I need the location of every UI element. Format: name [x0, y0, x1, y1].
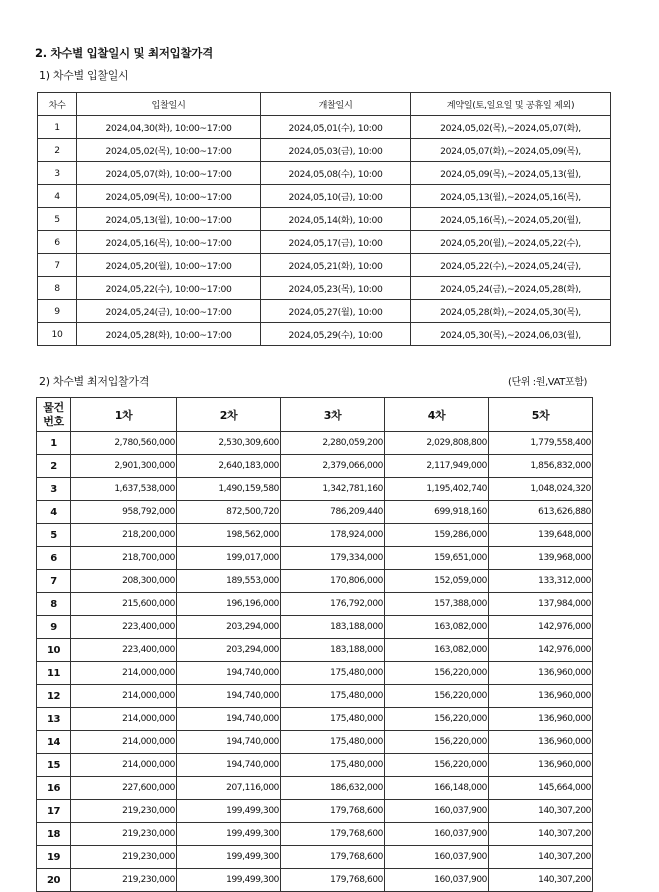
price-cell: 218,200,000	[71, 524, 177, 547]
price-cell: 140,307,200	[489, 869, 593, 892]
price-cell: 194,740,000	[177, 731, 281, 754]
table-cell: 2024,05,01(수), 10:00	[261, 116, 411, 139]
price-cell: 179,768,600	[281, 846, 385, 869]
price-cell: 137,984,000	[489, 593, 593, 616]
item-number: 8	[37, 593, 71, 616]
table-cell: 2024,05,02(목),~2024,05,07(화),	[411, 116, 611, 139]
table-row	[38, 231, 611, 254]
price-cell: 163,082,000	[385, 639, 489, 662]
table-cell: 3	[38, 162, 77, 185]
price-cell: 208,300,000	[71, 570, 177, 593]
price-cell: 157,388,000	[385, 593, 489, 616]
price-cell: 199,499,300	[177, 823, 281, 846]
price-cell: 1,342,781,160	[281, 478, 385, 501]
table-cell: 5	[38, 208, 77, 231]
table-row	[37, 478, 593, 501]
price-cell: 179,768,600	[281, 800, 385, 823]
price-cell: 199,499,300	[177, 800, 281, 823]
column-header: 1차	[71, 398, 177, 432]
price-cell: 218,700,000	[71, 547, 177, 570]
table-cell: 2024,04,30(화), 10:00~17:00	[77, 116, 261, 139]
price-cell: 203,294,000	[177, 616, 281, 639]
table-row	[38, 162, 611, 185]
unit-note: (단위 :원,VAT포함)	[508, 377, 588, 388]
table-row	[38, 277, 611, 300]
table-cell: 8	[38, 277, 77, 300]
price-cell: 194,740,000	[177, 754, 281, 777]
price-cell: 140,307,200	[489, 823, 593, 846]
item-number: 19	[37, 846, 71, 869]
table-row	[38, 300, 611, 323]
item-number: 10	[37, 639, 71, 662]
price-cell: 156,220,000	[385, 754, 489, 777]
price-cell: 156,220,000	[385, 662, 489, 685]
price-cell: 1,856,832,000	[489, 455, 593, 478]
price-cell: 136,960,000	[489, 685, 593, 708]
table-cell: 2024,05,14(화), 10:00	[261, 208, 411, 231]
table-cell: 2024,05,28(화), 10:00~17:00	[77, 323, 261, 346]
table-row	[37, 501, 593, 524]
price-cell: 183,188,000	[281, 639, 385, 662]
price-cell: 166,148,000	[385, 777, 489, 800]
item-number: 2	[37, 455, 71, 478]
price-cell: 2,530,309,600	[177, 432, 281, 455]
item-number: 6	[37, 547, 71, 570]
item-number: 12	[37, 685, 71, 708]
price-cell: 699,918,160	[385, 501, 489, 524]
table-row	[37, 708, 593, 731]
item-number: 5	[37, 524, 71, 547]
price-cell: 215,600,000	[71, 593, 177, 616]
price-cell: 2,780,560,000	[71, 432, 177, 455]
price-cell: 156,220,000	[385, 731, 489, 754]
price-cell: 179,334,000	[281, 547, 385, 570]
table-cell: 2024,05,09(목),~2024,05,13(월),	[411, 162, 611, 185]
table-row	[37, 639, 593, 662]
table-cell: 2024,05,07(화),~2024,05,09(목),	[411, 139, 611, 162]
price-cell: 2,379,066,000	[281, 455, 385, 478]
price-cell: 160,037,900	[385, 869, 489, 892]
table-cell: 2024,05,22(수), 10:00~17:00	[77, 277, 261, 300]
table-row	[37, 524, 593, 547]
item-number: 15	[37, 754, 71, 777]
price-cell: 199,499,300	[177, 869, 281, 892]
item-number: 16	[37, 777, 71, 800]
table-row	[38, 208, 611, 231]
table-cell: 2024,05,30(목),~2024,06,03(월),	[411, 323, 611, 346]
table-row	[37, 455, 593, 478]
price-cell: 199,017,000	[177, 547, 281, 570]
table-cell: 2024,05,02(목), 10:00~17:00	[77, 139, 261, 162]
table-cell: 2024,05,20(월), 10:00~17:00	[77, 254, 261, 277]
price-cell: 145,664,000	[489, 777, 593, 800]
table-cell: 2024,05,07(화), 10:00~17:00	[77, 162, 261, 185]
price-cell: 170,806,000	[281, 570, 385, 593]
price-cell: 136,960,000	[489, 731, 593, 754]
price-cell: 203,294,000	[177, 639, 281, 662]
price-cell: 219,230,000	[71, 846, 177, 869]
item-number: 18	[37, 823, 71, 846]
price-cell: 139,968,000	[489, 547, 593, 570]
table-cell: 2024,05,13(월),~2024,05,16(목),	[411, 185, 611, 208]
price-cell: 214,000,000	[71, 685, 177, 708]
price-cell: 214,000,000	[71, 731, 177, 754]
table-cell: 1	[38, 116, 77, 139]
price-cell: 160,037,900	[385, 800, 489, 823]
price-cell: 178,924,000	[281, 524, 385, 547]
table-row	[37, 685, 593, 708]
table-row	[37, 846, 593, 869]
price-cell: 160,037,900	[385, 823, 489, 846]
price-cell: 1,048,024,320	[489, 478, 593, 501]
price-cell: 194,740,000	[177, 662, 281, 685]
table-cell: 2024,05,10(금), 10:00	[261, 185, 411, 208]
column-header: 2차	[177, 398, 281, 432]
price-cell: 140,307,200	[489, 846, 593, 869]
table-row	[37, 570, 593, 593]
price-cell: 2,901,300,000	[71, 455, 177, 478]
table-cell: 4	[38, 185, 77, 208]
price-cell: 176,792,000	[281, 593, 385, 616]
price-cell: 175,480,000	[281, 754, 385, 777]
table-cell: 9	[38, 300, 77, 323]
price-cell: 186,632,000	[281, 777, 385, 800]
price-cell: 786,209,440	[281, 501, 385, 524]
table-cell: 2024,05,27(월), 10:00	[261, 300, 411, 323]
price-cell: 214,000,000	[71, 662, 177, 685]
column-header: 입찰일시	[77, 93, 261, 116]
item-number: 11	[37, 662, 71, 685]
price-cell: 2,029,808,800	[385, 432, 489, 455]
price-cell: 958,792,000	[71, 501, 177, 524]
table-cell: 2024,05,03(금), 10:00	[261, 139, 411, 162]
column-header: 차수	[38, 93, 77, 116]
item-number: 13	[37, 708, 71, 731]
price-cell: 872,500,720	[177, 501, 281, 524]
table-cell: 2024,05,22(수),~2024,05,24(금),	[411, 254, 611, 277]
table-row	[38, 323, 611, 346]
price-cell: 175,480,000	[281, 662, 385, 685]
table-row	[37, 800, 593, 823]
item-number: 4	[37, 501, 71, 524]
price-cell: 223,400,000	[71, 639, 177, 662]
price-cell: 136,960,000	[489, 662, 593, 685]
table-cell: 2024,05,21(화), 10:00	[261, 254, 411, 277]
table-row	[37, 593, 593, 616]
min-price-table	[36, 397, 593, 892]
price-cell: 1,637,538,000	[71, 478, 177, 501]
table-row	[38, 254, 611, 277]
column-header: 5차	[489, 398, 593, 432]
column-header: 4차	[385, 398, 489, 432]
price-cell: 160,037,900	[385, 846, 489, 869]
price-cell: 214,000,000	[71, 754, 177, 777]
table-cell: 2024,05,09(목), 10:00~17:00	[77, 185, 261, 208]
table-row	[37, 754, 593, 777]
price-cell: 194,740,000	[177, 708, 281, 731]
table-cell: 2024,05,08(수), 10:00	[261, 162, 411, 185]
table-cell: 2024,05,17(금), 10:00	[261, 231, 411, 254]
table-cell: 2024,05,23(목), 10:00	[261, 277, 411, 300]
table-row	[38, 116, 611, 139]
price-cell: 194,740,000	[177, 685, 281, 708]
price-cell: 139,648,000	[489, 524, 593, 547]
price-cell: 214,000,000	[71, 708, 177, 731]
price-cell: 196,196,000	[177, 593, 281, 616]
table-row	[37, 547, 593, 570]
item-number: 3	[37, 478, 71, 501]
table-row	[37, 823, 593, 846]
price-cell: 140,307,200	[489, 800, 593, 823]
min-price-title: 2) 차수별 최저입찰가격	[39, 375, 150, 388]
price-cell: 207,116,000	[177, 777, 281, 800]
price-cell: 219,230,000	[71, 869, 177, 892]
bid-schedule-title: 1) 차수별 입찰일시	[39, 69, 129, 82]
price-cell: 198,562,000	[177, 524, 281, 547]
price-cell: 156,220,000	[385, 685, 489, 708]
table-cell: 2024,05,28(화),~2024,05,30(목),	[411, 300, 611, 323]
table-cell: 2	[38, 139, 77, 162]
section-heading: 2. 차수별 입찰일시 및 최저입찰가격	[35, 46, 213, 60]
price-cell: 142,976,000	[489, 616, 593, 639]
price-cell: 1,490,159,580	[177, 478, 281, 501]
price-cell: 133,312,000	[489, 570, 593, 593]
price-cell: 159,286,000	[385, 524, 489, 547]
price-cell: 136,960,000	[489, 754, 593, 777]
price-cell: 136,960,000	[489, 708, 593, 731]
price-cell: 175,480,000	[281, 685, 385, 708]
item-number: 7	[37, 570, 71, 593]
table-row	[37, 731, 593, 754]
table-row	[38, 139, 611, 162]
price-cell: 613,626,880	[489, 501, 593, 524]
price-cell: 175,480,000	[281, 731, 385, 754]
table-cell: 2024,05,16(목), 10:00~17:00	[77, 231, 261, 254]
price-cell: 175,480,000	[281, 708, 385, 731]
price-cell: 163,082,000	[385, 616, 489, 639]
item-number: 1	[37, 432, 71, 455]
table-cell: 7	[38, 254, 77, 277]
price-cell: 219,230,000	[71, 823, 177, 846]
table-row	[38, 185, 611, 208]
price-cell: 142,976,000	[489, 639, 593, 662]
price-cell: 1,779,558,400	[489, 432, 593, 455]
table-cell: 2024,05,24(금), 10:00~17:00	[77, 300, 261, 323]
item-number: 9	[37, 616, 71, 639]
price-cell: 223,400,000	[71, 616, 177, 639]
table-row	[37, 432, 593, 455]
price-cell: 199,499,300	[177, 846, 281, 869]
price-cell: 189,553,000	[177, 570, 281, 593]
item-number: 14	[37, 731, 71, 754]
column-header: 개찰일시	[261, 93, 411, 116]
column-header: 3차	[281, 398, 385, 432]
item-number: 20	[37, 869, 71, 892]
item-number: 17	[37, 800, 71, 823]
bid-schedule-table	[37, 92, 611, 346]
price-cell: 159,651,000	[385, 547, 489, 570]
price-cell: 2,117,949,000	[385, 455, 489, 478]
price-cell: 183,188,000	[281, 616, 385, 639]
price-cell: 2,640,183,000	[177, 455, 281, 478]
price-cell: 179,768,600	[281, 869, 385, 892]
table-cell: 2024,05,24(금),~2024,05,28(화),	[411, 277, 611, 300]
price-cell: 152,059,000	[385, 570, 489, 593]
price-cell: 2,280,059,200	[281, 432, 385, 455]
table-cell: 2024,05,20(월),~2024,05,22(수),	[411, 231, 611, 254]
table-cell: 2024,05,13(월), 10:00~17:00	[77, 208, 261, 231]
table-cell: 6	[38, 231, 77, 254]
table-cell: 10	[38, 323, 77, 346]
table-row	[37, 869, 593, 892]
price-cell: 219,230,000	[71, 800, 177, 823]
price-cell: 227,600,000	[71, 777, 177, 800]
table-row	[37, 777, 593, 800]
column-header: 물건 번호	[37, 398, 71, 432]
price-cell: 156,220,000	[385, 708, 489, 731]
table-row	[37, 662, 593, 685]
column-header: 계약일(토,일요일 및 공휴일 제외)	[411, 93, 611, 116]
table-cell: 2024,05,29(수), 10:00	[261, 323, 411, 346]
price-cell: 1,195,402,740	[385, 478, 489, 501]
table-cell: 2024,05,16(목),~2024,05,20(월),	[411, 208, 611, 231]
price-cell: 179,768,600	[281, 823, 385, 846]
table-row	[37, 616, 593, 639]
